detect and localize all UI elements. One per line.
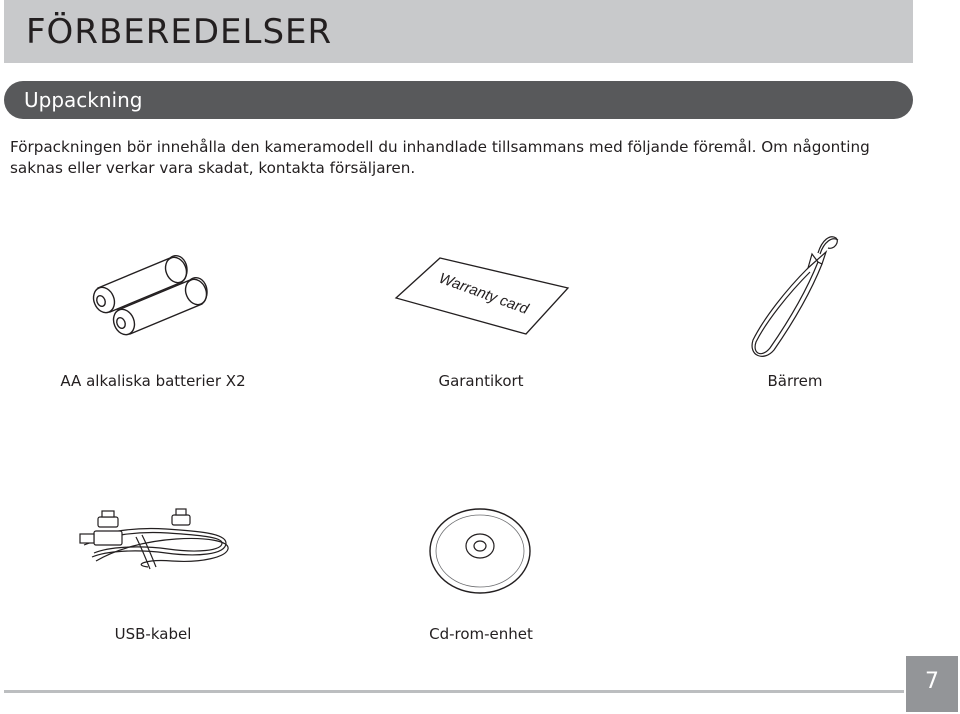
caption-usb-cable: USB-kabel bbox=[114, 625, 192, 643]
footer-divider bbox=[4, 690, 904, 693]
warranty-card-icon bbox=[392, 252, 572, 337]
caption-warranty-card: Garantikort bbox=[438, 372, 524, 390]
page-number: 7 bbox=[925, 669, 939, 694]
caption-strap: Bärrem bbox=[767, 372, 823, 390]
section-title: Uppackning bbox=[24, 88, 143, 112]
chapter-title: FÖRBEREDELSER bbox=[26, 12, 333, 52]
page-number-box bbox=[906, 656, 958, 712]
cd-rom-icon bbox=[426, 506, 534, 596]
strap-icon bbox=[748, 232, 843, 360]
usb-cable-icon bbox=[76, 505, 234, 570]
warranty-card-label: Warranty card bbox=[436, 269, 531, 318]
section-header-pill bbox=[4, 81, 913, 119]
caption-cd-rom: Cd-rom-enhet bbox=[429, 625, 533, 643]
chapter-header-bar bbox=[4, 0, 913, 63]
batteries-icon bbox=[84, 250, 219, 340]
intro-paragraph: Förpackningen bör innehålla den kameramodell du inhandlade tillsammans med följande föremål. Om någonting saknas eller verkar vara skadat, kontakta försäljaren. bbox=[10, 138, 870, 177]
caption-batteries: AA alkaliska batterier X2 bbox=[60, 372, 246, 390]
